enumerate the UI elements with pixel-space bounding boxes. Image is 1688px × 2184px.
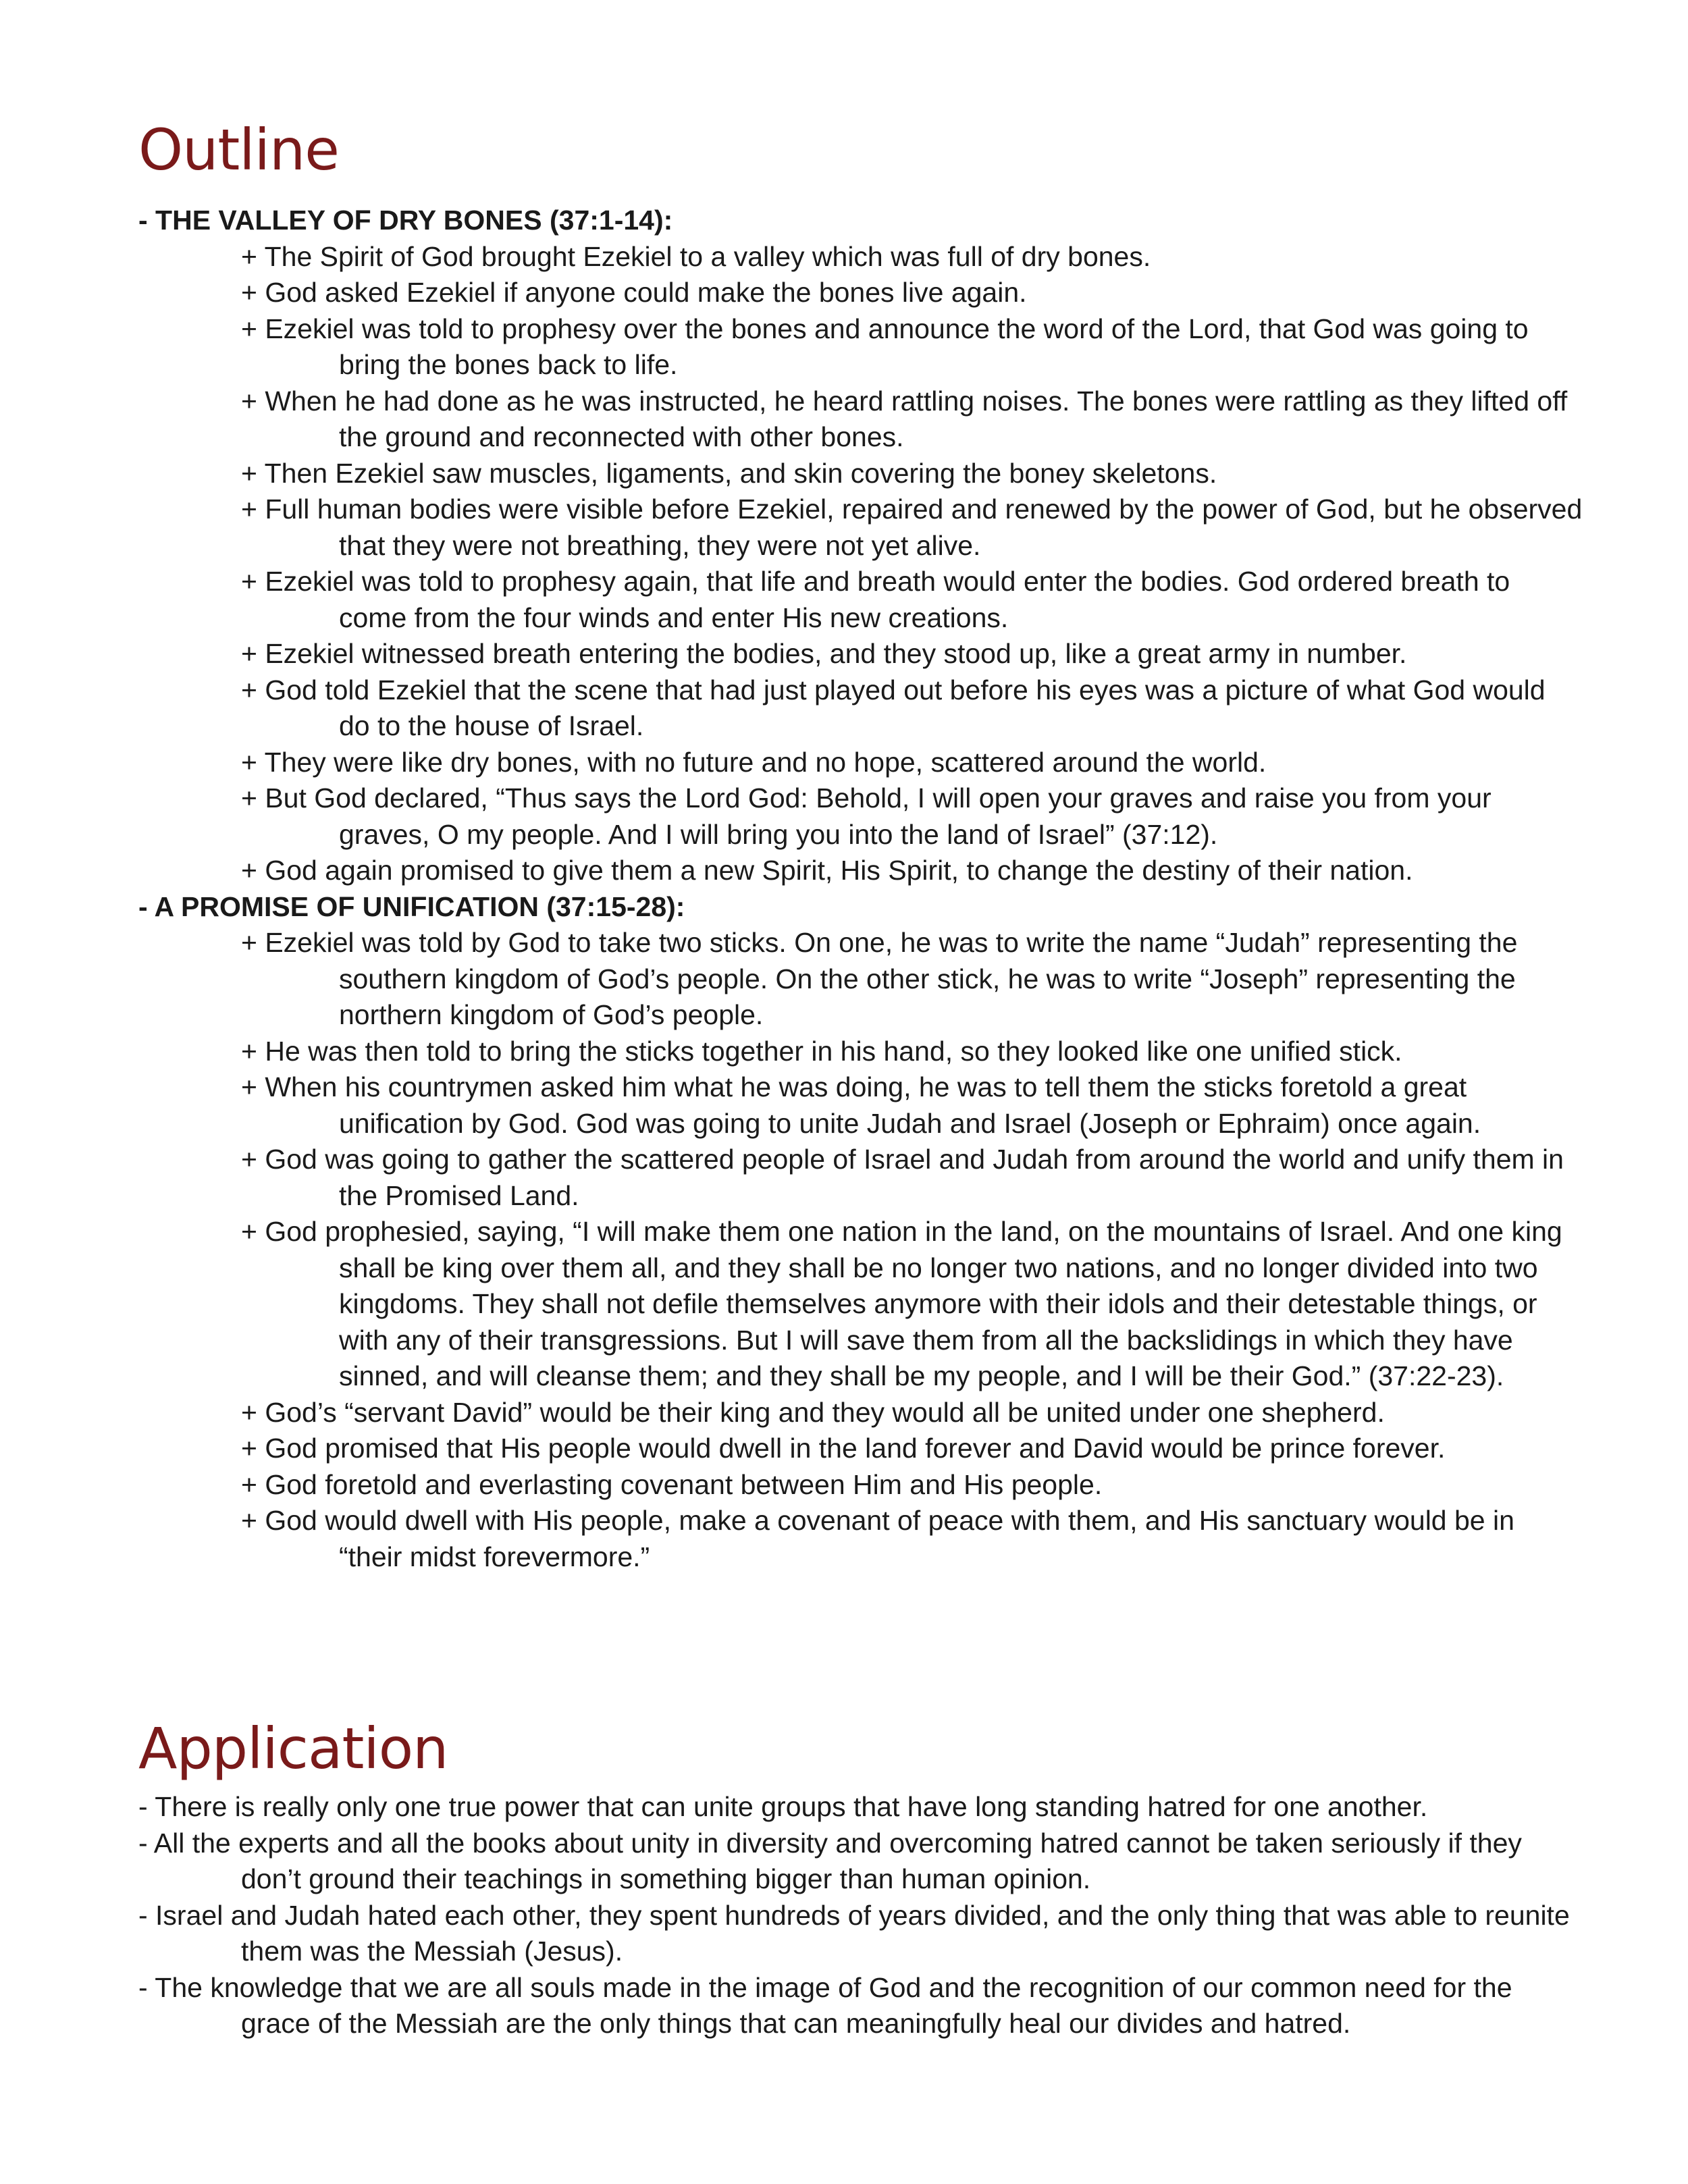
list-item: + Ezekiel was told to prophesy again, that life and breath would enter the bodies. God ordered breath to come from the four winds and enter His new creations. xyxy=(241,566,1510,633)
list-item: + God prophesied, saying, “I will make them one nation in the land, on the mountains of Israel. And one king shall be king over them all, and they shall be no longer two nations, and no longer divided into two kingdoms. They shall not defile themselves anymore with their idols and their detestable things, or with any of their transgressions. But I will save them from all the backslidings in which they have sinned, and will cleanse them; and they shall be my people, and I will be their God.” (37:22-23). xyxy=(241,1216,1562,1391)
section-heading-promise-of-unification: - A PROMISE OF UNIFICATION (37:15-28): xyxy=(138,890,685,922)
list-item: + God told Ezekiel that the scene that had just played out before his eyes was a picture of what God would do to the house of Israel. xyxy=(241,674,1546,741)
list-item: + Ezekiel was told by God to take two sticks. On one, he was to write the name “Judah” representing the southern kingdom of God’s people. On the other stick, he was to write “Joseph” representing the northern kingdom of God’s people. xyxy=(241,927,1518,1030)
list-item: + Ezekiel witnessed breath entering the bodies, and they stood up, like a great army in number. xyxy=(241,638,1407,669)
application-heading: Application xyxy=(138,1715,448,1782)
list-item: - Israel and Judah hated each other, they spent hundreds of years divided, and the only thing that was able to reunite them was the Messiah (Jesus). xyxy=(138,1899,1570,1967)
outline-heading: Outline xyxy=(138,117,339,183)
list-item: + Ezekiel was told to prophesy over the bones and announce the word of the Lord, that God was going to bring the bones back to life. xyxy=(241,313,1529,380)
section-heading-valley-of-dry-bones: - THE VALLEY OF DRY BONES (37:1-14): xyxy=(138,205,673,236)
list-item: + God promised that His people would dwell in the land forever and David would be prince forever. xyxy=(241,1433,1446,1464)
list-item: - All the experts and all the books about unity in diversity and overcoming hatred cannot be taken seriously if they don’t ground their teachings in something bigger than human opinion. xyxy=(138,1827,1522,1894)
list-item: + God was going to gather the scattered people of Israel and Judah from around the world and unify them in the Promised Land. xyxy=(241,1144,1564,1211)
list-item: + When he had done as he was instructed, he heard rattling noises. The bones were rattling as they lifted off the ground and reconnected with other bones. xyxy=(241,385,1568,452)
list-item: + God again promised to give them a new Spirit, His Spirit, to change the destiny of their nation. xyxy=(241,855,1413,886)
application-list xyxy=(138,1789,1583,2042)
list-item: - The knowledge that we are all souls made in the image of God and the recognition of our common need for the grace of the Messiah are the only things that can meaningfully heal our divides and hatred. xyxy=(138,1971,1512,2039)
list-item: + When his countrymen asked him what he was doing, he was to tell them the sticks foretold a great unification by God. God was going to unite Judah and Israel (Joseph or Ephraim) once again. xyxy=(241,1071,1481,1139)
list-item: + God asked Ezekiel if anyone could make the bones live again. xyxy=(241,277,1027,308)
list-item: + Then Ezekiel saw muscles, ligaments, and skin covering the boney skeletons. xyxy=(241,457,1217,489)
list-item: + Full human bodies were visible before Ezekiel, repaired and renewed by the power of God, but he observed that they were not breathing, they were not yet alive. xyxy=(241,494,1583,561)
outline-list xyxy=(138,203,1583,1575)
list-item: + God would dwell with His people, make a covenant of peace with them, and His sanctuary would be in “their midst forevermore.” xyxy=(241,1505,1514,1572)
list-item: + He was then told to bring the sticks together in his hand, so they looked like one unified stick. xyxy=(241,1035,1402,1067)
list-item: + God’s “servant David” would be their king and they would all be united under one shepherd. xyxy=(241,1396,1385,1428)
list-item: + God foretold and everlasting covenant between Him and His people. xyxy=(241,1468,1103,1500)
list-item: + They were like dry bones, with no future and no hope, scattered around the world. xyxy=(241,746,1267,778)
list-item: - There is really only one true power that can unite groups that have long standing hatred for one another. xyxy=(138,1791,1428,1822)
list-item: + But God declared, “Thus says the Lord God: Behold, I will open your graves and raise you from your graves, O my people. And I will bring you into the land of Israel” (37:12). xyxy=(241,782,1492,850)
list-item: + The Spirit of God brought Ezekiel to a valley which was full of dry bones. xyxy=(241,240,1151,272)
